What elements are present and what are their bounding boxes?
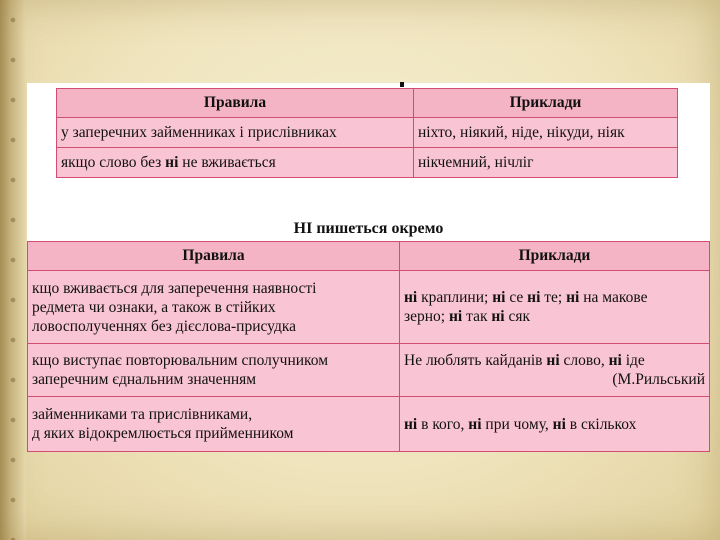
rule-cell [28, 397, 400, 452]
rule-line: займенниками та прислівниками, [32, 406, 253, 423]
section-heading: НІ пишеться окремо [293, 220, 444, 237]
rule-line: ловосполученнях без дієслова-присудка [32, 317, 297, 335]
bold-particle: ні [448, 308, 463, 325]
header-examples: Приклади [400, 242, 710, 271]
header-rules: Правила [57, 89, 414, 118]
rule-cell [28, 271, 400, 344]
rule-line: кщо вживається для заперечення наявності [32, 279, 317, 297]
bold-particle: ні [527, 289, 541, 306]
stray-mark [400, 82, 404, 87]
example-cell [400, 271, 710, 344]
example-cell [400, 344, 710, 397]
notebook-spine [0, 0, 26, 540]
bold-particle: ні [404, 289, 418, 306]
rule-text: не вживається [178, 153, 276, 171]
rule-cell: у заперечних займенниках і прислівниках [57, 118, 414, 148]
bold-particle: ні [608, 352, 622, 369]
table-row [28, 271, 710, 344]
rules-table-separate [27, 241, 710, 452]
spine-binding-dots [7, 0, 19, 540]
example-text: іде [621, 352, 645, 369]
bold-particle: ні [468, 415, 482, 433]
bold-particle: ні [492, 289, 506, 306]
example-text: се [505, 289, 528, 306]
rule-cell [57, 148, 414, 178]
bold-particle: ні [566, 289, 580, 306]
example-text: в кого, [417, 415, 469, 433]
example-text: так [462, 308, 492, 325]
rule-line: д яких відокремлюється прийменником [32, 425, 294, 442]
table-header-row [57, 89, 678, 118]
example-text: при чому, [481, 415, 553, 433]
rule-line: кщо виступає повторювальним сполучником [32, 352, 329, 369]
rules-table-together [56, 88, 678, 178]
bold-particle: ні [165, 153, 179, 171]
bold-particle: ні [546, 352, 560, 369]
bold-particle: ні [404, 415, 418, 433]
example-text: сяк [504, 308, 531, 325]
example-cell: нікчемний, нічліг [414, 148, 678, 178]
table-row [28, 344, 710, 397]
bold-particle: ні [552, 415, 566, 433]
example-text: в скількох [565, 415, 637, 433]
example-text: краплини; [417, 289, 493, 306]
rule-text: якщо слово без [61, 153, 166, 171]
example-text: слово, [559, 352, 609, 369]
bold-particle: ні [491, 308, 505, 325]
example-cell [400, 397, 710, 452]
table-row [57, 148, 678, 178]
header-rules: Правила [28, 242, 400, 271]
table-header-row [28, 242, 710, 271]
example-text: зерно; [404, 308, 449, 325]
example-text: те; [540, 289, 567, 306]
table-row [57, 118, 678, 148]
table-row [28, 397, 710, 452]
header-examples: Приклади [414, 89, 678, 118]
rule-cell [28, 344, 400, 397]
example-author: (М.Рильський [612, 371, 705, 388]
rule-line: редмета чи ознаки, а також в стійких [32, 298, 276, 316]
rule-line: заперечним єднальним значенням [32, 371, 257, 388]
example-text: Не люблять кайданів [404, 352, 547, 369]
example-text: на макове [579, 289, 648, 306]
example-cell: ніхто, ніякий, ніде, нікуди, ніяк [414, 118, 678, 148]
